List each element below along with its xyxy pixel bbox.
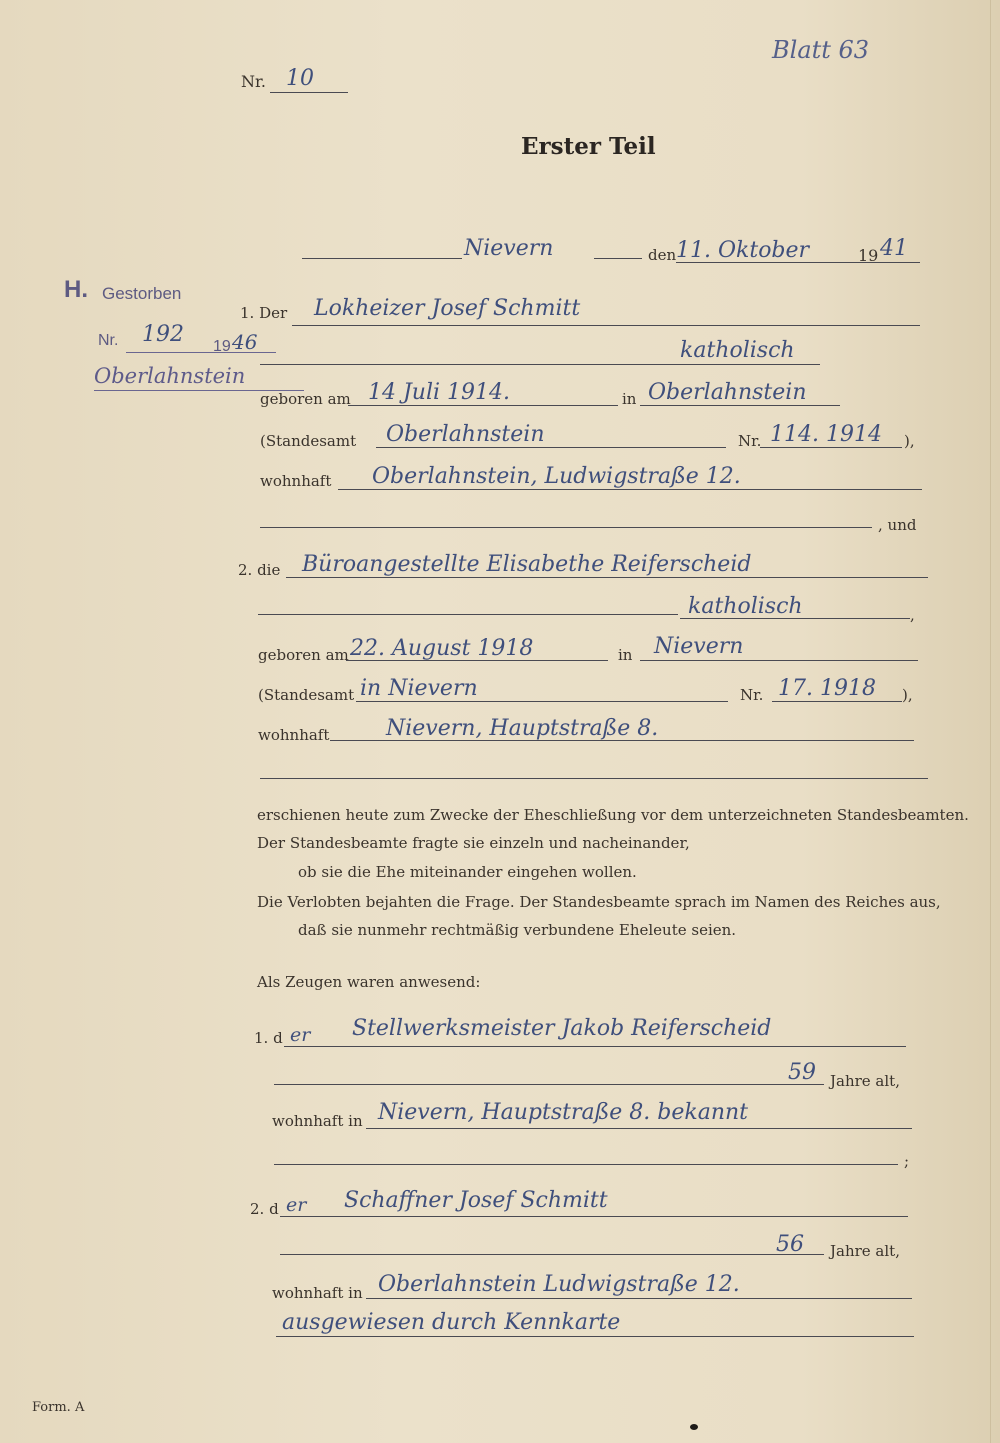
person1-religion: katholisch — [680, 338, 795, 363]
nr-label: Nr. — [241, 72, 266, 91]
person2-registry-nr-line — [772, 701, 902, 702]
person2-residence-line2 — [260, 778, 928, 779]
person2-religion-line — [680, 618, 910, 619]
body-line-1: erschienen heute zum Zwecke der Eheschließung vor dem unterzeichneten Standesbeamten. — [257, 806, 969, 824]
person1-name-line — [292, 325, 920, 326]
person1-registry-nr: 114. 1914 — [770, 422, 882, 447]
person2-residence-label: wohnhaft — [258, 726, 330, 744]
witness2-age-line-start — [280, 1254, 760, 1255]
witness1-name-line — [284, 1046, 906, 1047]
witness2-residence-line — [366, 1298, 912, 1299]
person2-registry-close: ), — [902, 686, 913, 704]
stamp-place: Oberlahnstein — [94, 364, 246, 388]
witnesses-heading: Als Zeugen waren anwesend: — [257, 973, 481, 991]
witness2-name-line — [280, 1216, 908, 1217]
nr-line — [270, 92, 348, 93]
person1-registry-nr-label: Nr. — [738, 432, 762, 450]
person2-name-line — [286, 577, 928, 578]
person1-in-label: in — [622, 390, 637, 408]
witness1-age-line-start — [274, 1084, 764, 1085]
ink-dot — [690, 1424, 698, 1430]
witness2-residence2: ausgewiesen durch Kennkarte — [282, 1310, 621, 1335]
witness1-age-label: Jahre alt, — [830, 1072, 900, 1090]
person1-born-date-line — [348, 405, 618, 406]
witness2-number: 2. d — [250, 1200, 279, 1218]
witness2-name: Schaffner Josef Schmitt — [344, 1188, 608, 1213]
page-binding-edge — [990, 0, 991, 1443]
person2-registry-nr-label: Nr. — [740, 686, 764, 704]
den-label: den — [648, 246, 677, 264]
stamp-nr-value: 192 — [142, 322, 184, 347]
witness1-age: 59 — [788, 1060, 816, 1085]
body-line-5: daß sie nunmehr rechtmäßig verbundene Eheleute seien. — [298, 921, 737, 939]
person2-registry-place: in Nievern — [360, 676, 478, 701]
witness1-age-line — [764, 1084, 824, 1085]
person2-number: 2. die — [238, 561, 281, 579]
person2-born-place: Nievern — [654, 634, 744, 659]
person1-registry-nr-line — [760, 447, 902, 448]
und-label: , und — [878, 516, 917, 534]
witness1-residence: Nievern, Hauptstraße 8. bekannt — [378, 1100, 749, 1125]
witness2-age-line — [760, 1254, 824, 1255]
person1-residence: Oberlahnstein, Ludwigstraße 12. — [372, 464, 741, 489]
stamp-nr-label: Nr. — [98, 332, 119, 349]
person1-name: Lokheizer Josef Schmitt — [314, 296, 581, 321]
body-line-4: Die Verlobten bejahten die Frage. Der Standesbeamte sprach im Namen des Reiches aus, — [257, 893, 941, 911]
person2-residence-line — [330, 740, 914, 741]
date-line-mid — [594, 258, 642, 259]
witness1-suffix: er — [290, 1024, 311, 1046]
person2-name: Büroangestellte Elisabethe Reiferscheid — [302, 552, 752, 577]
person1-residence-line2 — [260, 527, 872, 528]
person2-religion-comma: , — [910, 606, 915, 624]
person2-born-place-line — [640, 660, 918, 661]
person2-in-label: in — [618, 646, 633, 664]
date-line-end — [676, 262, 920, 263]
person2-born-date: 22. August 1918 — [350, 636, 534, 661]
person1-registry-close: ), — [904, 432, 915, 450]
marriage-place: Nievern — [464, 236, 554, 261]
blatt-number: Blatt 63 — [772, 36, 870, 64]
nr-value: 10 — [286, 66, 314, 91]
person1-religion-line — [660, 364, 820, 365]
person1-registry-line — [376, 447, 726, 448]
year-suffix: 41 — [880, 236, 908, 261]
body-line-2: Der Standesbeamte fragte sie einzeln und nacheinander, — [257, 834, 690, 852]
person1-born-place-line — [640, 405, 840, 406]
person2-religion: katholisch — [688, 594, 803, 619]
stamp-status: Gestorben — [102, 284, 182, 303]
witness1-residence-line2 — [274, 1164, 898, 1165]
stamp-nr-line — [126, 352, 276, 353]
person2-registry-line — [356, 701, 728, 702]
witness2-residence: Oberlahnstein Ludwigstraße 12. — [378, 1272, 740, 1297]
witness1-number: 1. d — [254, 1029, 283, 1047]
witness2-suffix: er — [286, 1194, 307, 1216]
person2-registry-nr: 17. 1918 — [778, 676, 876, 701]
person1-born-place: Oberlahnstein — [648, 380, 807, 405]
witness1-end: ; — [904, 1152, 910, 1170]
person2-registry-label: (Standesamt — [258, 686, 355, 704]
person1-number: 1. Der — [240, 304, 288, 322]
date-line-start — [302, 258, 462, 259]
marriage-day-month: 11. Oktober — [676, 238, 810, 263]
person2-residence: Nievern, Hauptstraße 8. — [386, 716, 659, 741]
witness1-residence-label: wohnhaft in — [272, 1112, 363, 1130]
witness1-residence-line — [366, 1128, 912, 1129]
person1-residence-line — [338, 489, 922, 490]
person1-residence-label: wohnhaft — [260, 472, 332, 490]
witness2-age-label: Jahre alt, — [830, 1242, 900, 1260]
person1-born-date: 14 Juli 1914. — [368, 380, 511, 405]
stamp-year-suffix: 46 — [232, 330, 258, 354]
year-prefix: 19 — [858, 246, 879, 265]
person2-born-label: geboren am — [258, 646, 349, 664]
person2-born-date-line — [346, 660, 608, 661]
person2-line2-start — [258, 614, 678, 615]
person1-registry-label: (Standesamt — [260, 432, 357, 450]
witness2-age: 56 — [776, 1232, 804, 1257]
person1-line2-start — [260, 364, 660, 365]
page-title: Erster Teil — [521, 133, 656, 160]
stamp-year-prefix: 19 — [213, 338, 231, 355]
witness2-residence-line2 — [276, 1336, 914, 1337]
body-line-3: ob sie die Ehe miteinander eingehen wollen. — [298, 863, 637, 881]
person1-registry-place: Oberlahnstein — [386, 422, 545, 447]
form-label: Form. A — [32, 1400, 85, 1415]
stamp-h-letter: H. — [64, 276, 88, 303]
witness2-residence-label: wohnhaft in — [272, 1284, 363, 1302]
person1-born-label: geboren am — [260, 390, 351, 408]
witness1-name: Stellwerksmeister Jakob Reiferscheid — [352, 1016, 772, 1041]
